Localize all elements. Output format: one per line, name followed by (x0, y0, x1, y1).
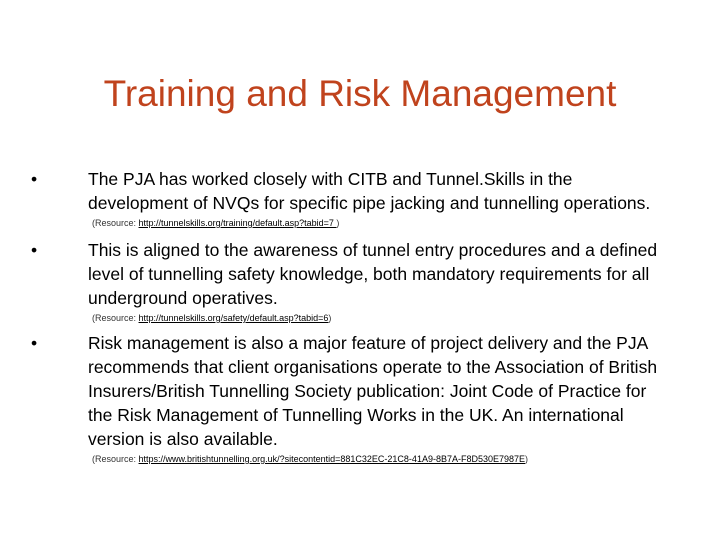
bullet-icon: • (31, 333, 38, 353)
resource-link[interactable]: https://www.britishtunnelling.org.uk/?sitecontentid=881C32EC-21C8-41A9-8B7A-F8D530E7987E (138, 454, 526, 464)
resource-suffix: ) (336, 218, 340, 228)
bullet-text: Risk management is also a major feature of project delivery and the PJA recommends that client organisations operate to the Association of British Insurers/British Tunnelling Society publication: Joint Code of Practice for the Risk Management of Tunnelling Works in the UK. An international version is also available. (88, 333, 658, 449)
resource-note (92, 217, 670, 229)
resource-link[interactable]: http://tunnelskills.org/safety/default.asp?tabid=6 (138, 313, 329, 323)
resource-prefix: (Resource: (92, 313, 139, 323)
resource-note (92, 312, 670, 324)
resource-prefix: (Resource: (92, 454, 139, 464)
bullet-icon: • (31, 240, 38, 260)
resource-suffix: ) (525, 454, 529, 464)
bullet-item (30, 167, 670, 215)
slide-content (30, 167, 670, 465)
bullet-item (30, 238, 670, 310)
resource-suffix: ) (328, 313, 332, 323)
resource-note (92, 453, 670, 465)
bullet-icon: • (31, 169, 38, 189)
bullet-item (30, 331, 670, 451)
resource-link[interactable]: http://tunnelskills.org/training/default.asp?tabid=7 (138, 218, 337, 228)
bullet-text: The PJA has worked closely with CITB and Tunnel.Skills in the development of NVQs for specific pipe jacking and tunnelling operations. (88, 169, 651, 213)
slide-title: Training and Risk Management (103, 73, 617, 114)
resource-prefix: (Resource: (92, 218, 139, 228)
bullet-text: This is aligned to the awareness of tunnel entry procedures and a defined level of tunnelling safety knowledge, both mandatory requirements for all underground operatives. (88, 240, 658, 308)
